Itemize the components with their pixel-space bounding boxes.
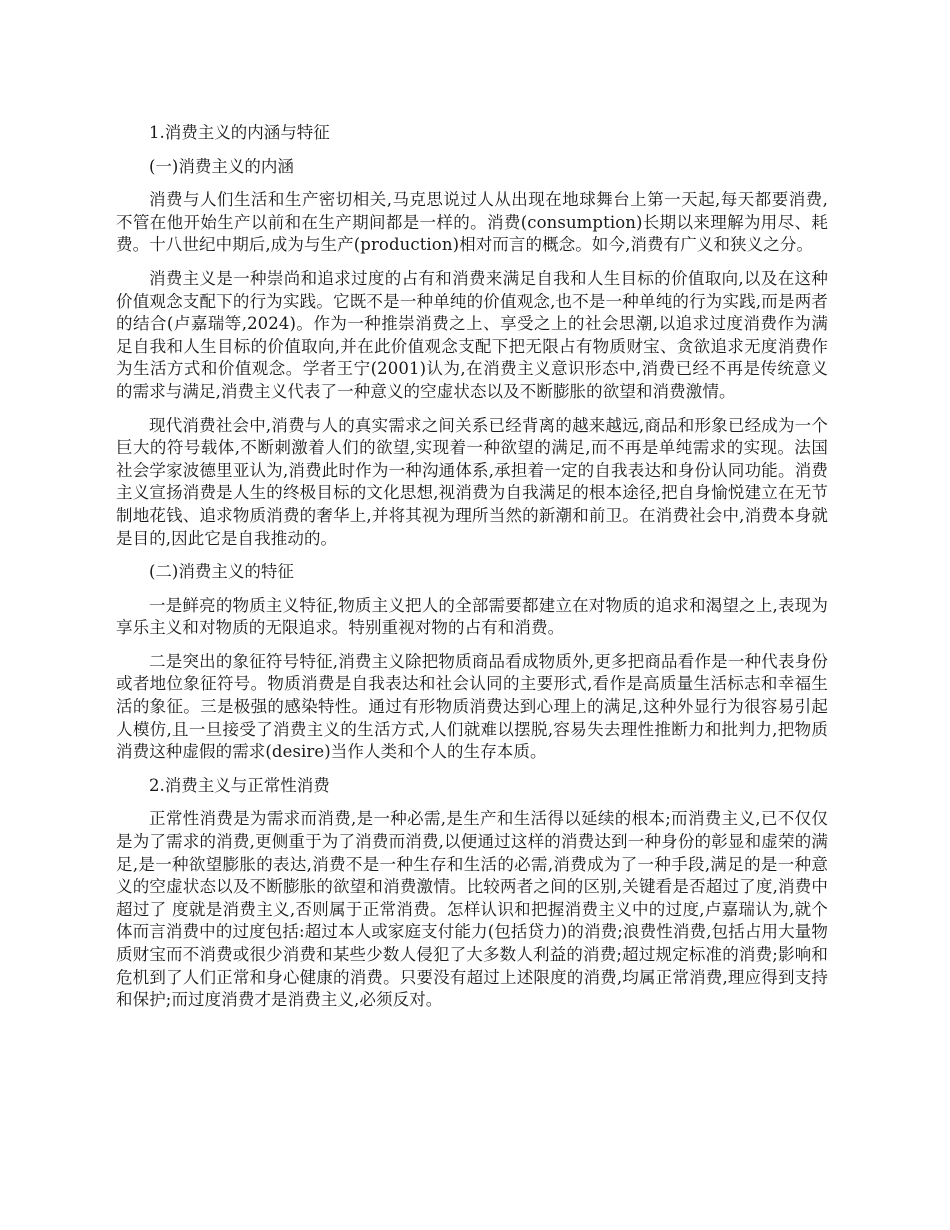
section-heading-1: 1.消费主义的内涵与特征 — [149, 123, 330, 142]
paragraph: 一是鲜亮的物质主义特征,物质主义把人的全部需要都建立在对物质的追求和渴望之上,表现为享乐主义和对物质的无限追求。特别重视对物的占有和消费。 — [116, 595, 828, 638]
paragraph: 消费与人们生活和生产密切相关,马克思说过人从出现在地球舞台上第一天起,每天都要消费,不管在他开始生产以前和在生产期间都是一样的。消费(consumption)长期以来理解为用尽、耗费。十八世纪中期后,成为与生产(production)相对而言的概念。如今,消费有广义和狭义之分。 — [116, 190, 828, 255]
subsection-heading-features: (二)消费主义的特征 — [149, 562, 294, 582]
document-page — [116, 122, 828, 1023]
paragraph: 消费主义是一种崇尚和追求过度的占有和消费来满足自我和人生目标的价值取向,以及在这种价值观念支配下的行为实践。它既不是一种单纯的价值观念,也不是一种单纯的行为实践,而是两者的结合(卢嘉瑞等,2024)。作为一种推崇消费之上、享受之上的社会思潮,以追求过度消费作为满足自我和人生目标的价值取向,并在此价值观念支配下把无限占有物质财宝、贪欲追求无度消费作为生活方式和价值观念。学者王宁(2001)认为,在消费主义意识形态中,消费已经不再是传统意义的需求与满足,消费主义代表了一种意义的空虚状态以及不断膨胀的欲望和消费激情。 — [116, 268, 828, 401]
subsection-heading-connotation: (一)消费主义的内涵 — [149, 156, 294, 176]
paragraph: 现代消费社会中,消费与人的真实需求之间关系已经背离的越来越远,商品和形象已经成为一个巨大的符号载体,不断刺激着人们的欲望,实现着一种欲望的满足,而不再是单纯需求的实现。法国社会学家波德里亚认为,消费此时作为一种沟通体系,承担着一定的自我表达和身份认同功能。消费主义宣扬消费是人生的终极目标的文化思想,视消费为自我满足的根本途径,把自身愉悦建立在无节制地花钱、追求物质消费的奢华上,并将其视为理所当然的新潮和前卫。在消费社会中,消费本身就是目的,因此它是自我推动的。 — [116, 415, 828, 548]
paragraph: 二是突出的象征符号特征,消费主义除把物质商品看成物质外,更多把商品看作是一种代表身份或者地位象征符号。物质消费是自我表达和社会认同的主要形式,看作是高质量生活标志和幸福生活的象征。三是极强的感染特性。通过有形物质消费达到心理上的满足,这种外显行为很容易引起人模仿,且一旦接受了消费主义的生活方式,人们就难以摆脱,容易失去理性推断力和批判力,把物质消费这种虚假的需求(desire)当作人类和个人的生存本质。 — [116, 651, 828, 762]
section-heading-2: 2.消费主义与正常性消费 — [149, 775, 330, 795]
paragraph: 正常性消费是为需求而消费,是一种必需,是生产和生活得以延续的根本;而消费主义,已不仅仅是为了需求的消费,更侧重于为了消费而消费,以便通过这样的消费达到一种身份的彰显和虚荣的满足,是一种欲望膨胀的表达,消费不是一种生存和生活的必需,消费成为了一种手段,满足的是一种意义的空虚状态以及不断膨胀的欲望和消费激情。比较两者之间的区别,关键看是否超过了度,消费中超过了 度就是消费主义,否则属于正常消费。怎样认识和把握消费主义中的过度,卢嘉瑞认为,就个体而言消费中的过度包括:超过本人或家庭支付能力(包括贷力)的消费;浪费性消费,包括占用大量物质财宝而不消费或很少消费和某些少数人侵犯了大多数人利益的消费;超过规定标准的消费;影响和危机到了人们正常和身心健康的消费。只要没有超过上述限度的消费,均属正常消费,理应得到支持和保护;而过度消费才是消费主义,必须反对。 — [116, 809, 828, 1010]
